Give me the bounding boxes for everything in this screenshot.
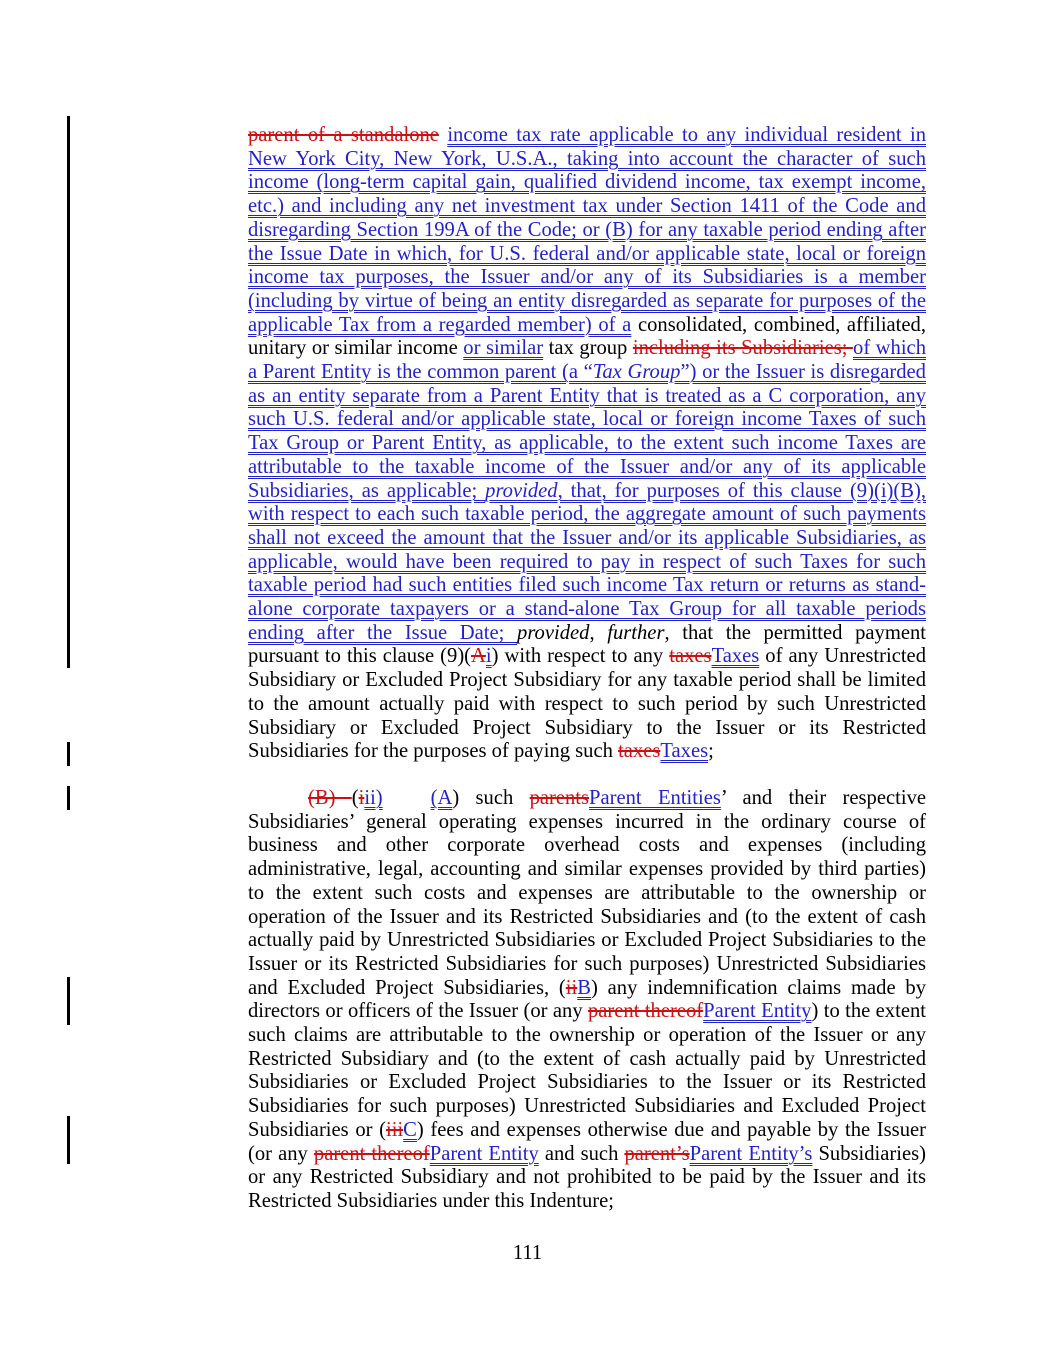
text-run: ) with respect to any [491,645,670,668]
inserted-text-run: ii) [364,786,383,809]
inserted-text-run: Taxes [660,740,709,763]
text-run: further [607,621,665,644]
deleted-text-run: i [358,786,365,809]
text-run: and such [538,1142,625,1165]
inserted-text-run: Parent Entity’s [689,1142,813,1165]
deleted-text-run: ii [565,976,578,999]
page-number: 111 [512,1242,543,1264]
inserted-text-run: Parent Entities [589,786,721,809]
text-run: ) to the extent such claims are attributable to the ownership or operation of the Issuer or any Restricted Subsidiary and (to the extent of cash actually paid by Unrestricted Subsidiaries or Excluded Project Subsidiaries to the Issuer or its Restricted Subsidiaries for such purposes) Unrestricted Subsidiaries and Excluded Project Subsidiaries or ( [248,1000,926,1141]
body-text-block [248,124,926,1237]
deleted-text-run: parent of a standalone [248,124,439,146]
text-run: ) fees and expenses otherwise due and payable by the Issuer (or any [248,1118,926,1165]
text-run: , that the permitted payment pursuant to this clause (9)( [248,621,927,668]
change-bar [67,116,70,668]
deleted-text-run: taxes [669,645,712,668]
paragraph [248,124,926,764]
deleted-text-run: iii [386,1118,404,1141]
deleted-text-run: parent thereof [313,1142,430,1165]
inserted-text-run: i [485,645,492,668]
paragraph [248,787,926,1214]
text-run: ’ and their respective Subsidiaries’ general operating expenses incurred in the ordinary course of business and other corporate overhead costs and expenses (including administrative, legal, accounting and similar expenses provided by third parties) to the extent such costs and expenses are attributable to the ownership or operation of the Issuer and its Restricted Subsidiaries and (to the extent of cash actually paid by Unrestricted Subsidiaries or Excluded Project Subsidiaries to the Issuer or its Restricted Subsidiaries for such purposes) Unrestricted Subsidiaries and Excluded Project Subsidiaries, ( [248,786,927,999]
text-run: ( [351,786,359,809]
inserted-text-run: Tax Group [592,361,681,384]
deleted-text-run: parent thereof [588,1000,704,1023]
inserted-text-run: of which a Parent Entity is the common parent (a “ [248,337,926,384]
deleted-text-run: taxes [618,740,661,763]
deleted-text-run: parents [529,786,590,809]
deleted-text-run: (B) [308,786,352,809]
text-run: ) any indemnification claims made by directors or officers of the Issuer (or any [248,976,926,1023]
inserted-text-run: income tax rate applicable to any individual resident in New York City, New York, U.S.A., taking into account the character of such income (long-term capital gain, qualified dividend income, tax exempt income, etc.) and including any net investment tax under Section 1411 of the Code and disregarding Section 199A of the Code; or (B) for any taxable period ending after the Issue Date in which, for U.S. federal and/or applicable state, local or foreign income tax purposes, the Issuer and/or any of its Subsidiaries is a member (including by virtue of being an entity disregarded as separate for purposes of the applicable Tax from a regarded member) of a [248,124,926,336]
change-bar [67,786,70,810]
change-bar [67,1116,70,1164]
text-run: consolidated, combined, affiliated, unitary or similar income [248,313,926,360]
inserted-text-run: Taxes [711,645,760,668]
text-run: Subsidiaries) or any Restricted Subsidiary and not prohibited to be paid by the Issuer and its Restricted Subsidiaries under this Indenture; [248,1142,926,1212]
inserted-text-run: (A [430,786,453,809]
deleted-text-run: A [471,645,486,668]
text-run: ; [708,740,714,763]
change-bar [67,977,70,1025]
inserted-text-run: Parent Entity [429,1142,539,1165]
text-run: ) such [452,786,530,809]
text-run: tax group [543,337,633,360]
inserted-text-run: , that, for purposes of this clause (9)(i)(B), with respect to each such taxable period, the aggregate amount of such payments shall not exceed the amount that the Issuer and/or its applicable Subsidiaries, as applicable, would have been required to pay in respect of such Taxes for such taxable period had such entities filed such income Tax return or returns as stand-alone corporate taxpayers or a stand-alone Tax Group for all taxable periods ending after the Issue Date; [248,479,926,644]
inserted-text-run: C [403,1118,417,1141]
inserted-text-run: Parent Entity [703,1000,812,1023]
inserted-text-run: or similar [463,337,544,360]
text-run: provided [517,621,590,644]
text-run: , [589,621,608,644]
inserted-text-run: B [577,976,591,999]
inserted-text-run: ”) or the Issuer is disregarded as an entity separate from a Parent Entity that is treated as a C corporation, any such U.S. federal and/or applicable state, local or foreign income Taxes of such Tax Group or Parent Entity, as applicable, to the extent such income Taxes are attributable to the taxable income of the Issuer and/or any of its applicable Subsidiaries, as applicable; [248,361,926,502]
inserted-text-run: provided [485,479,558,502]
text-run: of any Unrestricted Subsidiary or Excluded Project Subsidiary for any taxable period shall be limited to the amount actually paid with respect to such period by such Unrestricted Subsidiary or Excluded Project Subsidiary to the Issuer or its Restricted Subsidiaries for the purposes of paying such [248,645,926,763]
deleted-text-run: including its Subsidiaries; [632,337,854,360]
change-bar [67,742,70,766]
deleted-text-run: parent’s [624,1142,690,1165]
